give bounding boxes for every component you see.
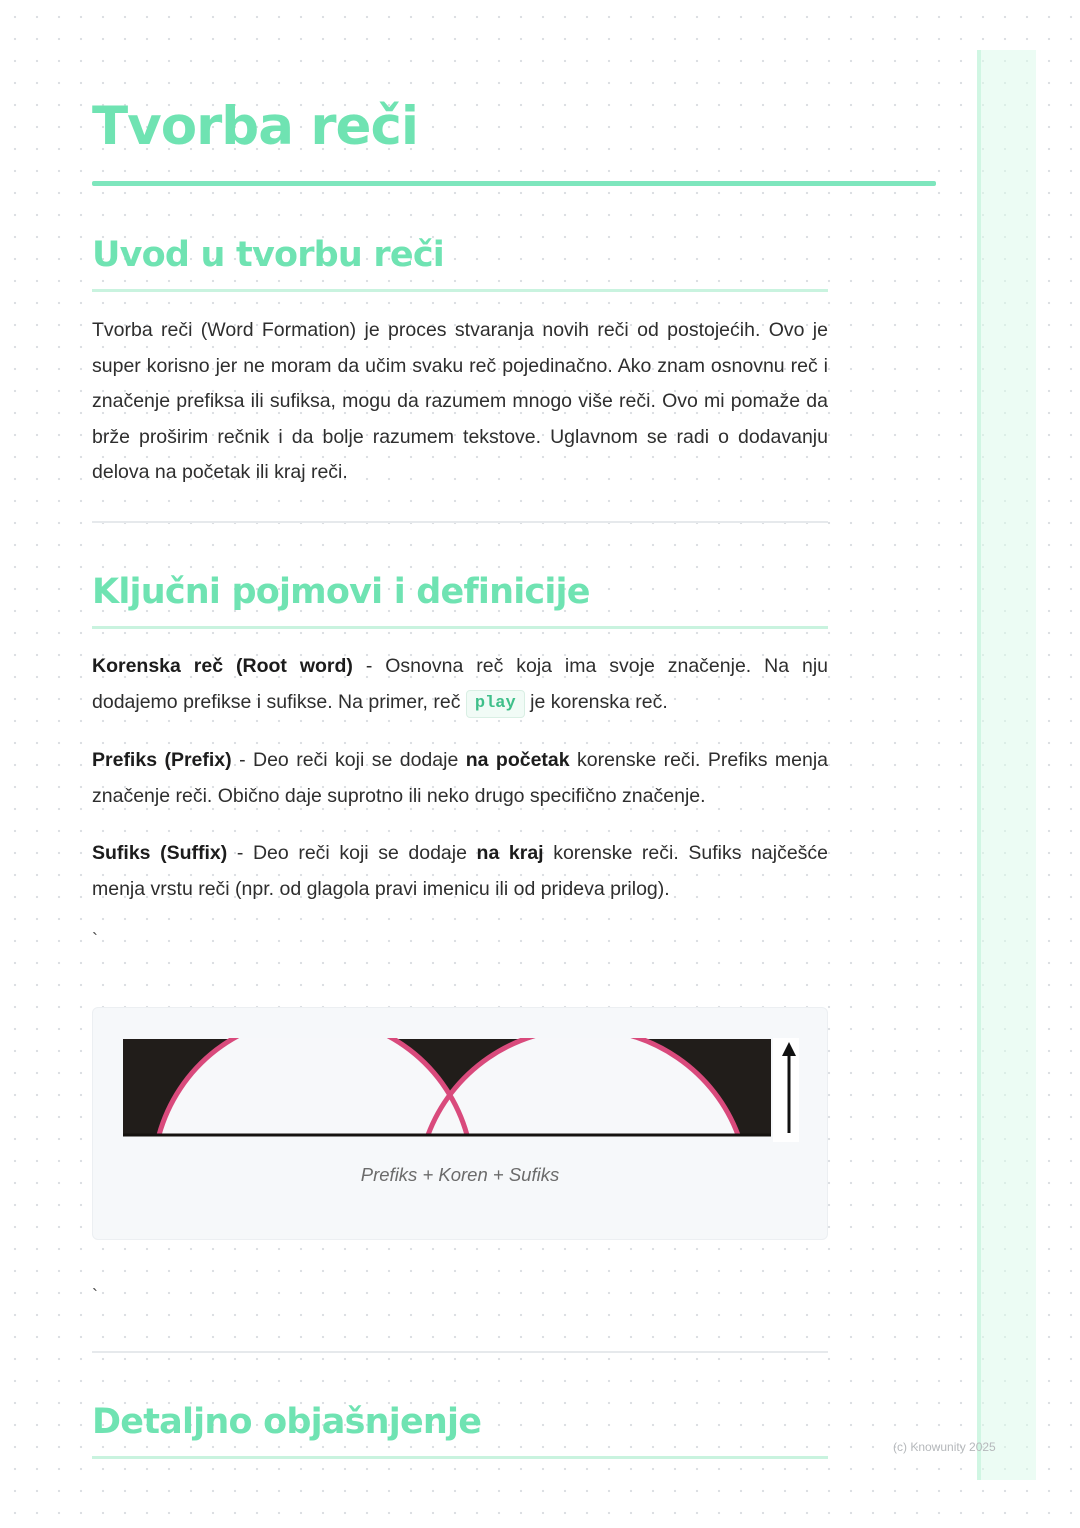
section-heading-intro: Uvod u tvorbu reči: [92, 235, 444, 275]
page-title: Tvorba reči: [92, 96, 419, 157]
prefix-root-suffix-illustration: [123, 1038, 803, 1142]
intro-paragraph: Tvorba reči (Word Formation) je proces stvaranja novih reči od postojećih. Ovo je super korisno jer ne moram da učim svaku reč pojedinačno. Ako znam osnovnu reč i značenje prefiksa ili sufiksa, mogu da razumem mnogo više reči. Ovo mi pomaže da brže proširim rečnik i da bolje razumem tekstove. Uglavnom se radi o dodavanju delova na početak ili kraj reči.: [92, 319, 828, 483]
copyright-footer: (c) Knowunity 2025: [893, 1440, 996, 1454]
definition-text: - Deo reči koji se dodaje: [231, 749, 466, 771]
section-heading-underline: [92, 626, 828, 629]
definition-text: je korenska reč.: [524, 690, 668, 713]
emphasis-text: na kraj: [476, 842, 544, 864]
section-heading-details: Detaljno objašnjenje: [92, 1402, 482, 1442]
side-margin-strip: [977, 50, 1036, 1480]
figure-caption: Prefiks + Koren + Sufiks: [360, 1164, 560, 1185]
stray-backtick: `: [92, 930, 98, 950]
definition-term: Sufiks (Suffix): [92, 842, 228, 864]
definition-text: korenske reči. Prefiks menja značenje reči. Obično daje suprotno ili neko drugo specifično značenje.: [92, 749, 828, 807]
word-structure-figure: [92, 1007, 828, 1240]
stray-backtick: `: [92, 1286, 98, 1306]
definition-text: korenske reči. Sufiks najčešće menja vrstu reči (npr. od glagola pravi imenicu ili od prideva prilog).: [92, 842, 829, 900]
definition-text: - Deo reči koji se dodaje: [227, 842, 477, 864]
section-divider: [92, 521, 828, 523]
section-heading-underline: [92, 1456, 828, 1459]
section-heading-key-terms: Ključni pojmovi i definicije: [92, 572, 590, 612]
definition-suffix: [92, 836, 828, 907]
title-underline: [92, 181, 936, 186]
definition-root-word: [92, 649, 828, 720]
definition-term: Korenska reč (Root word): [92, 655, 353, 677]
definition-text: - Osnovna reč koja ima svoje značenje. Na nju dodajemo prefikse i sufikse. Na primer, reč: [92, 655, 829, 713]
section-divider: [92, 1351, 828, 1353]
definition-prefix: [92, 743, 828, 814]
inline-code: play: [466, 690, 525, 718]
section-heading-underline: [92, 289, 828, 292]
emphasis-text: na početak: [465, 749, 570, 771]
definition-term: Prefiks (Prefix): [92, 749, 232, 771]
